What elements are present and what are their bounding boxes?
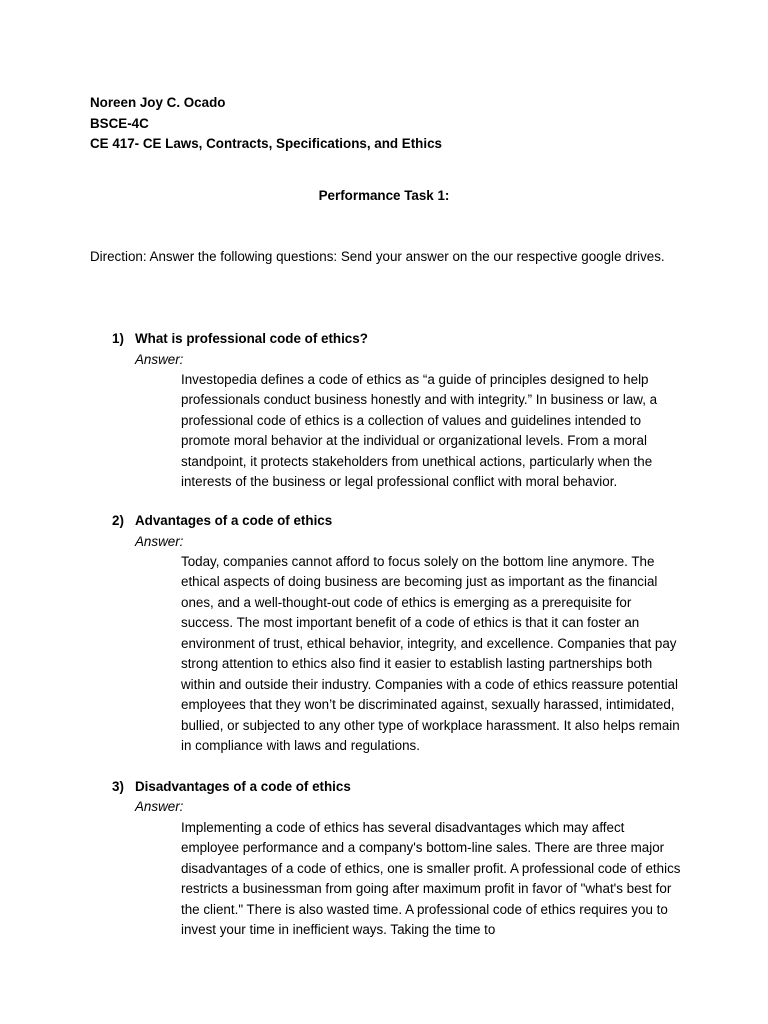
student-name: Noreen Joy C. Ocado — [90, 95, 226, 110]
direction-text: Direction: Answer the following questions: Send your answer on the our respective google drives. — [90, 249, 665, 264]
answer-label: Answer: — [135, 352, 184, 367]
answer-label: Answer: — [135, 799, 184, 814]
student-section: BSCE-4C — [90, 116, 149, 131]
question-text: Advantages of a code of ethics — [135, 513, 333, 528]
answer-text: Investopedia defines a code of ethics as “a guide of principles designed to help professionals conduct business honestly and with integrity.” In business or law, a professional code of ethics is a collection of values and guidelines intended to promote moral behavior at the individual or organizational levels. From a moral standpoint, it protects stakeholders from unethical actions, particularly when the interests of the business or legal professional conflict with moral behavior. — [181, 372, 658, 490]
answer-text: Implementing a code of ethics has several disadvantages which may affect employee performance and a company's bottom-line sales. There are three major disadvantages of a code of ethics, one is smaller profit. A professional code of ethics restricts a businessman from going after maximum profit in favor of "what's best for the client." There is also wasted time. A professional code of ethics requires you to invest your time in inefficient ways. Taking the time to — [181, 820, 681, 938]
question-number: 3) — [112, 779, 124, 794]
question-1 — [112, 329, 368, 349]
course-title: CE 417- CE Laws, Contracts, Specifications, and Ethics — [90, 136, 442, 151]
question-text: What is professional code of ethics? — [135, 331, 368, 346]
answer-label: Answer: — [135, 534, 184, 549]
question-2 — [112, 511, 332, 531]
answer-text: Today, companies cannot afford to focus solely on the bottom line anymore. The ethical aspects of doing business are becoming just as important as the financial ones, and a well-thought-out code of ethics is emerging as a prerequisite for success. The most important benefit of a code of ethics is that it can foster an environment of trust, ethical behavior, integrity, and excellence. Companies that pay strong attention to ethics also find it easier to establish lasting partnerships both within and outside their industry. Companies with a code of ethics reassure potential employees that they won’t be discriminated against, sexually harassed, intimidated, bullied, or subjected to any other type of workplace harassment. It also helps remain in compliance with laws and regulations. — [181, 554, 680, 754]
question-number: 2) — [112, 513, 124, 528]
question-3 — [112, 777, 351, 797]
question-number: 1) — [112, 331, 124, 346]
task-title: Performance Task 1: — [318, 188, 450, 203]
question-text: Disadvantages of a code of ethics — [135, 779, 351, 794]
